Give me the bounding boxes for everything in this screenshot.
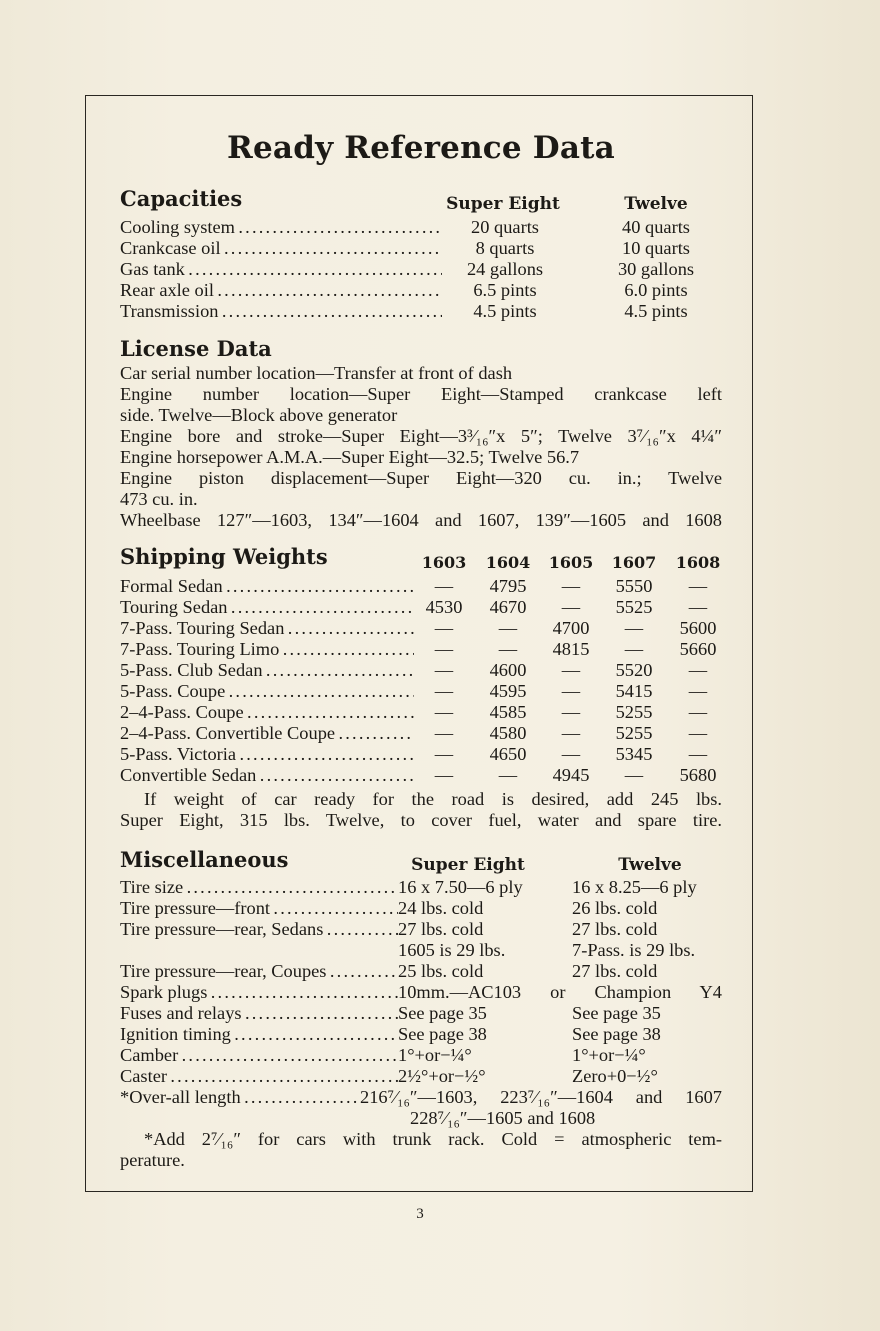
capacities-twelve-value: 4.5 pints <box>624 301 688 321</box>
misc-label: Caster . . . <box>120 1066 398 1087</box>
shipping-col-1605: 1605 <box>548 553 594 572</box>
shipping-value: — <box>561 660 581 680</box>
shipping-value: 5680 <box>679 765 717 785</box>
misc-label: Camber . . . <box>120 1045 398 1066</box>
misc-super-eight-value: 1605 is 29 lbs. <box>398 940 506 960</box>
shipping-value: 5255 <box>615 702 653 722</box>
shipping-value: 4530 <box>425 597 463 617</box>
shipping-value: 5660 <box>679 639 717 659</box>
misc-row-overall-length <box>120 1087 722 1108</box>
misc-length-value-2: 228⁷⁄₁₆″—1605 and 1608 <box>410 1108 596 1128</box>
capacities-label: Crankcase oil . . . <box>120 238 442 259</box>
shipping-value: 4600 <box>489 660 527 680</box>
license-line: side. Twelve—Block above generator <box>120 405 398 425</box>
misc-twelve-value: 7-Pass. is 29 lbs. <box>572 940 696 960</box>
shipping-label: 2–4-Pass. Coupe . . . <box>120 702 414 723</box>
capacities-twelve-value: 6.0 pints <box>624 280 688 300</box>
shipping-value: 5415 <box>615 681 653 701</box>
capacities-col-twelve: Twelve <box>624 194 688 214</box>
shipping-value: — <box>561 681 581 701</box>
shipping-label: 5-Pass. Coupe . . . <box>120 681 414 702</box>
shipping-value: 4580 <box>489 723 527 743</box>
shipping-label: Formal Sedan . . . <box>120 576 414 597</box>
capacities-super-eight-value: 4.5 pints <box>473 301 537 321</box>
shipping-value: — <box>688 723 708 743</box>
shipping-label: 5-Pass. Victoria . . . <box>120 744 414 765</box>
misc-row <box>120 919 722 940</box>
shipping-value: — <box>434 618 454 638</box>
shipping-value: 4945 <box>552 765 590 785</box>
misc-row <box>120 877 722 898</box>
shipping-value: — <box>688 744 708 764</box>
capacities-row <box>120 280 722 301</box>
shipping-value: — <box>561 597 581 617</box>
shipping-value: 4585 <box>489 702 527 722</box>
misc-row <box>120 1024 722 1045</box>
shipping-value: — <box>624 765 644 785</box>
license-line: Engine bore and stroke—Super Eight—3³⁄₁₆″x 5″; Twelve 3⁷⁄₁₆″x 4¼″ <box>120 426 722 446</box>
license-heading: License Data <box>120 336 272 361</box>
misc-label: Tire pressure—rear, Sedans . . . <box>120 919 398 940</box>
shipping-value: — <box>434 744 454 764</box>
capacities-col-super-eight: Super Eight <box>446 194 560 214</box>
misc-super-eight-value: See page 35 <box>398 1003 487 1023</box>
misc-col-twelve: Twelve <box>618 855 682 875</box>
capacities-row <box>120 259 722 280</box>
capacities-label: Gas tank . . . <box>120 259 442 280</box>
shipping-col-1607: 1607 <box>611 553 657 572</box>
shipping-col-1608: 1608 <box>675 553 721 572</box>
shipping-value: — <box>434 576 454 596</box>
misc-twelve-value: Zero+0−½° <box>572 1066 658 1086</box>
shipping-value: 5345 <box>615 744 653 764</box>
misc-twelve-value: See page 38 <box>572 1024 661 1044</box>
misc-super-eight-value: See page 38 <box>398 1024 487 1044</box>
page-title: Ready Reference Data <box>227 130 615 166</box>
shipping-value: — <box>688 576 708 596</box>
shipping-value: 4815 <box>552 639 590 659</box>
misc-super-eight-value: 2½°+or−½° <box>398 1066 486 1086</box>
shipping-value: — <box>561 723 581 743</box>
misc-super-eight-value: 1°+or−¼° <box>398 1045 472 1065</box>
shipping-value: — <box>624 639 644 659</box>
shipping-row <box>120 597 722 618</box>
capacities-twelve-value: 40 quarts <box>622 217 690 237</box>
shipping-heading: Shipping Weights <box>120 544 328 569</box>
capacities-label: Transmission . . . <box>120 301 442 322</box>
shipping-value: — <box>688 660 708 680</box>
misc-footnote-line2: perature. <box>120 1150 185 1170</box>
shipping-row <box>120 744 722 765</box>
misc-length-value: 216⁷⁄₁₆″—1603, 223⁷⁄₁₆″—1604 and 1607 <box>360 1087 722 1107</box>
shipping-value: — <box>561 744 581 764</box>
shipping-row <box>120 702 722 723</box>
misc-twelve-value: 27 lbs. cold <box>572 919 658 939</box>
misc-spark-value: 10mm.—AC103 or Champion Y4 <box>398 982 722 1002</box>
shipping-value: — <box>498 765 518 785</box>
misc-row <box>120 1066 722 1087</box>
capacities-row <box>120 217 722 238</box>
shipping-label: Touring Sedan . . . <box>120 597 414 618</box>
misc-col-super-eight: Super Eight <box>411 855 525 875</box>
misc-row <box>120 961 722 982</box>
capacities-twelve-value: 30 gallons <box>617 259 695 279</box>
misc-twelve-value: 26 lbs. cold <box>572 898 658 918</box>
shipping-value: — <box>434 702 454 722</box>
shipping-value: — <box>434 660 454 680</box>
shipping-value: — <box>561 702 581 722</box>
misc-label: Tire size . . . <box>120 877 398 898</box>
misc-twelve-value: 1°+or−¼° <box>572 1045 646 1065</box>
misc-heading: Miscellaneous <box>120 847 289 872</box>
misc-label: Spark plugs . . . <box>120 982 398 1003</box>
shipping-value: 5550 <box>615 576 653 596</box>
shipping-value: — <box>434 639 454 659</box>
shipping-value: 5255 <box>615 723 653 743</box>
page-number: 3 <box>416 1206 424 1222</box>
shipping-label: 7-Pass. Touring Limo . . . <box>120 639 414 660</box>
shipping-value: — <box>498 618 518 638</box>
shipping-value: — <box>688 702 708 722</box>
misc-super-eight-value: 24 lbs. cold <box>398 898 484 918</box>
misc-footnote-line1: *Add 2⁷⁄₁₆″ for cars with trunk rack. Cold = atmospheric tem- <box>144 1129 722 1149</box>
shipping-note-line1: If weight of car ready for the road is desired, add 245 lbs. <box>144 789 722 809</box>
shipping-value: 4700 <box>552 618 590 638</box>
capacities-super-eight-value: 24 gallons <box>466 259 544 279</box>
shipping-row <box>120 639 722 660</box>
shipping-value: 5525 <box>615 597 653 617</box>
misc-row <box>120 898 722 919</box>
shipping-value: 4650 <box>489 744 527 764</box>
shipping-col-1603: 1603 <box>421 553 467 572</box>
misc-label: Ignition timing . . . <box>120 1024 398 1045</box>
shipping-value: — <box>561 576 581 596</box>
shipping-row <box>120 765 722 786</box>
shipping-value: — <box>434 723 454 743</box>
license-line: Engine number location—Super Eight—Stamped crankcase left <box>120 384 722 404</box>
misc-twelve-value: See page 35 <box>572 1003 661 1023</box>
misc-super-eight-value: 25 lbs. cold <box>398 961 484 981</box>
shipping-row <box>120 618 722 639</box>
misc-row-spark-plugs <box>120 982 722 1003</box>
license-line: Engine horsepower A.M.A.—Super Eight—32.5; Twelve 56.7 <box>120 447 580 467</box>
capacities-super-eight-value: 20 quarts <box>471 217 539 237</box>
shipping-value: — <box>434 765 454 785</box>
capacities-heading: Capacities <box>120 186 243 211</box>
license-line: Car serial number location—Transfer at front of dash <box>120 363 513 383</box>
misc-label: *Over-all length . . . <box>120 1087 360 1108</box>
shipping-value: — <box>498 639 518 659</box>
shipping-value: — <box>688 597 708 617</box>
misc-twelve-value: 27 lbs. cold <box>572 961 658 981</box>
shipping-value: — <box>434 681 454 701</box>
shipping-label: 7-Pass. Touring Sedan . . . <box>120 618 414 639</box>
shipping-row <box>120 723 722 744</box>
misc-label: Tire pressure—front . . . <box>120 898 398 919</box>
capacities-label: Rear axle oil . . . <box>120 280 442 301</box>
misc-row <box>120 1045 722 1066</box>
shipping-row <box>120 576 722 597</box>
shipping-row <box>120 681 722 702</box>
capacities-row <box>120 301 722 322</box>
shipping-value: 4795 <box>489 576 527 596</box>
misc-super-eight-value: 27 lbs. cold <box>398 919 484 939</box>
shipping-value: 5600 <box>679 618 717 638</box>
shipping-label: Convertible Sedan . . . <box>120 765 414 786</box>
misc-super-eight-value: 16 x 7.50—6 ply <box>398 877 523 897</box>
license-line: Engine piston displacement—Super Eight—320 cu. in.; Twelve <box>120 468 722 488</box>
shipping-value: — <box>624 618 644 638</box>
shipping-value: 4595 <box>489 681 527 701</box>
misc-twelve-value: 16 x 8.25—6 ply <box>572 877 697 897</box>
shipping-note-line2: Super Eight, 315 lbs. Twelve, to cover fuel, water and spare tire. <box>120 810 722 830</box>
capacities-label: Cooling system . . . <box>120 217 442 238</box>
misc-label: Fuses and relays . . . <box>120 1003 398 1024</box>
capacities-super-eight-value: 6.5 pints <box>473 280 537 300</box>
misc-row <box>120 940 722 961</box>
shipping-value: 4670 <box>489 597 527 617</box>
shipping-col-1604: 1604 <box>485 553 531 572</box>
misc-row <box>120 1003 722 1024</box>
capacities-super-eight-value: 8 quarts <box>475 238 535 258</box>
capacities-twelve-value: 10 quarts <box>622 238 690 258</box>
shipping-value: — <box>688 681 708 701</box>
shipping-value: 5520 <box>615 660 653 680</box>
shipping-row <box>120 660 722 681</box>
capacities-row <box>120 238 722 259</box>
license-line: 473 cu. in. <box>120 489 198 509</box>
shipping-label: 5-Pass. Club Sedan . . . <box>120 660 414 681</box>
shipping-label: 2–4-Pass. Convertible Coupe . . . <box>120 723 414 744</box>
misc-label: Tire pressure—rear, Coupes . . . <box>120 961 398 982</box>
license-line: Wheelbase 127″—1603, 134″—1604 and 1607, 139″—1605 and 1608 <box>120 510 722 530</box>
